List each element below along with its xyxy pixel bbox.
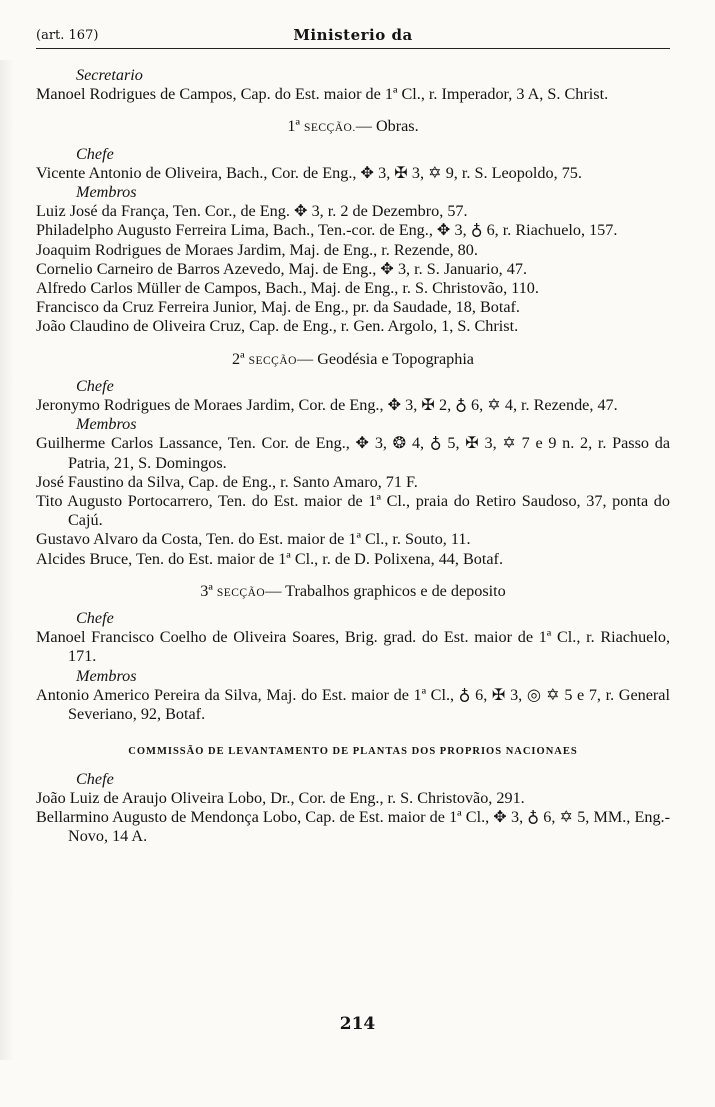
secretario-entry: Manoel Rodrigues de Campos, Cap. do Est. maior de 1ª Cl., r. Imperador, 3 A, S. Christ. — [36, 85, 609, 104]
section-2-member: Guilherme Carlos Lassance, Ten. Cor. de Eng., ✥ 3, ❂ 4, ♁ 5, ✠ 3, ✡ 7 e 9 n. 2, r. Passo da Patria, 21, S. Domingos. — [36, 434, 670, 472]
section-3-member: Antonio Americo Pereira da Silva, Maj. do Est. maior de 1ª Cl., ♁ 6, ✠ 3, ◎ ✡ 5 e 7, r. General Severiano, 92, Botaf. — [36, 685, 670, 724]
page-number: 214 — [339, 1014, 376, 1034]
secretario-label: Secretario — [76, 66, 143, 84]
section-2-member: Gustavo Alvaro da Costa, Ten. do Est. maior de 1ª Cl., r. Souto, 11. — [36, 530, 471, 549]
section-2-chefe: Jeronymo Rodrigues de Moraes Jardim, Cor. de Eng., ✥ 3, ✠ 2, ♁ 6, ✡ 4, r. Rezende, 47. — [36, 396, 618, 415]
section-2-member: Alcides Bruce, Ten. do Est. maior de 1ª Cl., r. de D. Polixena, 44, Botaf. — [36, 549, 503, 568]
article-reference: (art. 167) — [36, 28, 99, 43]
section-3-word: SECÇÃO — [216, 586, 266, 599]
commission-chefe: João Luiz de Araujo Oliveira Lobo, Dr., Cor. de Eng., r. S. Christovão, 291. — [36, 788, 525, 807]
section-1-member: João Claudino de Oliveira Cruz, Cap. de Eng., r. Gen. Argolo, 1, S. Christ. — [36, 317, 519, 336]
section-2-title: — Geodésia e Topographia — [296, 349, 474, 368]
header-title: Ministerio da — [293, 26, 413, 44]
section-3-heading — [36, 582, 670, 603]
section-2-chefe-label: Chefe — [76, 376, 114, 395]
section-2-number: 2ª — [231, 349, 245, 368]
page-edge-shadow — [0, 60, 14, 1060]
section-3-chefe-label: Chefe — [76, 609, 114, 628]
section-1-member: Francisco da Cruz Ferreira Junior, Maj. de Eng., pr. da Saudade, 18, Botaf. — [36, 298, 520, 317]
section-1-member: Alfredo Carlos Müller de Campos, Bach., Maj. de Eng., r. S. Christovão, 110. — [36, 279, 539, 298]
section-3-chefe: Manoel Francisco Coelho de Oliveira Soares, Brig. grad. do Est. maior de 1ª Cl., r. Riachuelo, 171. — [36, 628, 670, 666]
section-1-membros-label: Membros — [76, 183, 137, 202]
header-rule — [36, 48, 670, 49]
section-1-member: Philadelpho Augusto Ferreira Lima, Bach., Ten.-cor. de Eng., ✥ 3, ♁ 6, r. Riachuelo, 157. — [36, 221, 618, 240]
section-2-heading — [36, 350, 670, 371]
commission-chefe-label: Chefe — [76, 769, 114, 788]
section-1-number: 1ª — [287, 117, 300, 136]
section-3-title: — Trabalhos graphicos e de deposito — [265, 581, 506, 600]
section-1-member: Joaquim Rodrigues de Moraes Jardim, Maj. de Eng., r. Rezende, 80. — [36, 240, 478, 259]
section-1-member: Cornelio Carneiro de Barros Azevedo, Maj. de Eng., ✥ 3, r. S. Januario, 47. — [36, 259, 527, 278]
section-1-heading — [36, 117, 670, 138]
page-body — [36, 66, 670, 846]
section-1-word: SECÇÃO. — [303, 122, 356, 135]
section-2-membros-label: Membros — [76, 415, 137, 434]
commission-heading: COMMISSÃO DE LEVANTAMENTO DE PLANTAS DOS PROPRIOS NACIONAES — [128, 746, 578, 758]
section-2-member: José Faustino da Silva, Cap. de Eng., r. Santo Amaro, 71 F. — [36, 472, 418, 491]
running-header — [36, 26, 670, 50]
section-3-number: 3ª — [200, 581, 213, 600]
section-1-chefe: Vicente Antonio de Oliveira, Bach., Cor. de Eng., ✥ 3, ✠ 3, ✡ 9, r. S. Leopoldo, 75. — [36, 163, 582, 182]
section-3-membros-label: Membros — [76, 666, 137, 685]
section-1-chefe-label: Chefe — [76, 144, 114, 163]
section-2-word: SECÇÃO — [248, 354, 297, 367]
section-2-member: Tito Augusto Portocarrero, Ten. do Est. maior de 1ª Cl., praia do Retiro Saudoso, 37, ponta do Cajú. — [36, 492, 670, 530]
section-1-title: — Obras. — [355, 117, 419, 136]
section-1-member: Luiz José da França, Ten. Cor., de Eng. ✥ 3, r. 2 de Dezembro, 57. — [36, 202, 468, 221]
commission-member: Bellarmino Augusto de Mendonça Lobo, Cap. de Est. maior de 1ª Cl., ✥ 3, ♁ 6, ✡ 5, MM., Eng.-Novo, 14 A. — [36, 807, 670, 846]
